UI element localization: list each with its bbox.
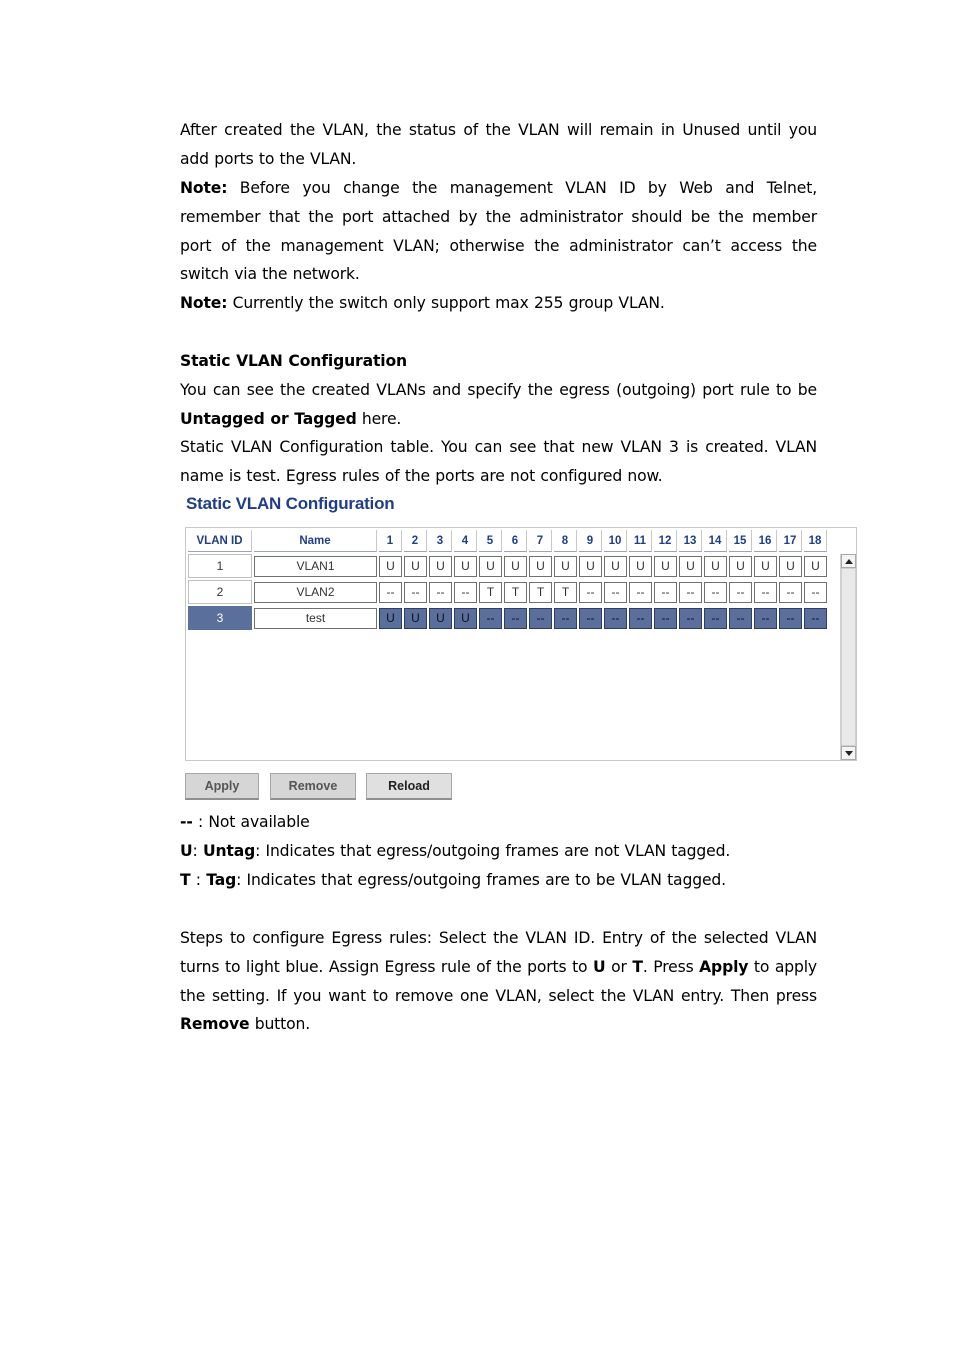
egress-rule-select[interactable]: -- (479, 608, 502, 629)
port-rule-cell (629, 580, 652, 604)
port-rule-cell (754, 580, 777, 604)
egress-rule-select[interactable]: -- (679, 608, 702, 629)
port-rule-cell (604, 606, 627, 630)
egress-rule-select[interactable]: U (779, 556, 802, 577)
vlan-id-cell[interactable]: 3 (188, 606, 252, 630)
egress-rule-select[interactable]: -- (779, 608, 802, 629)
vlan-name-cell (254, 580, 377, 604)
egress-rule-select[interactable]: -- (654, 608, 677, 629)
egress-rule-select[interactable]: U (804, 556, 827, 577)
egress-rule-select[interactable]: U (429, 556, 452, 577)
port-rule-cell (404, 580, 427, 604)
note-text: Before you change the management VLAN ID by Web and Telnet, remember that the port attached by the administrator should be the member port of the management VLAN; otherwise the administrator can’t access the switch via the network. (180, 179, 817, 284)
port-rule-cell (379, 606, 402, 630)
egress-rule-select[interactable]: U (479, 556, 502, 577)
port-rule-cell (679, 554, 702, 578)
port-rule-cell (454, 606, 477, 630)
egress-rule-select[interactable]: -- (629, 608, 652, 629)
vlan-name-cell (254, 554, 377, 578)
egress-rule-select[interactable]: U (404, 608, 427, 629)
port-rule-cell (729, 554, 752, 578)
port-rule-cell (654, 554, 677, 578)
egress-rule-select[interactable]: U (604, 556, 627, 577)
vlan-name-input[interactable]: VLAN1 (254, 556, 377, 577)
port-rule-cell (404, 554, 427, 578)
note-label: Note: (180, 294, 228, 312)
port-rule-cell (779, 554, 802, 578)
egress-rule-select[interactable]: U (379, 608, 402, 629)
steps-text: . Press (642, 957, 700, 976)
port-rule-cell (579, 580, 602, 604)
section-paragraph-1 (180, 376, 817, 434)
port-rule-cell (604, 580, 627, 604)
egress-rule-select[interactable]: -- (379, 582, 402, 603)
egress-rule-select[interactable]: U (404, 556, 427, 577)
steps-text: to apply the setting. If you want to remove one VLAN, select the VLAN entry. Then press (180, 957, 817, 1005)
port-rule-cell (679, 580, 702, 604)
egress-rule-select[interactable]: -- (779, 582, 802, 603)
port-rule-cell (554, 580, 577, 604)
port-header: 5 (479, 530, 502, 552)
egress-rule-select[interactable]: U (629, 556, 652, 577)
port-rule-cell (429, 606, 452, 630)
port-rule-cell (654, 606, 677, 630)
remove-button[interactable]: Remove (270, 773, 356, 800)
port-header: 2 (404, 530, 427, 552)
port-header: 14 (704, 530, 727, 552)
port-rule-cell (429, 580, 452, 604)
note-text: Currently the switch only support max 255 group VLAN. (227, 294, 665, 312)
port-header: 7 (529, 530, 552, 552)
steps-paragraph (180, 924, 817, 1039)
port-header: 11 (629, 530, 652, 552)
port-rule-cell (579, 606, 602, 630)
port-header: 13 (679, 530, 702, 552)
port-header: 3 (429, 530, 452, 552)
egress-rule-select[interactable]: U (454, 556, 477, 577)
vlan-table (186, 528, 829, 632)
legend-symbol: -- (180, 813, 193, 831)
section-text: Static VLAN Configuration table. You can see that new VLAN 3 is created. VLAN name is test. Egress rules of the ports are not configured now. (180, 438, 817, 485)
egress-rule-select[interactable]: U (704, 556, 727, 577)
egress-rule-select[interactable]: U (729, 556, 752, 577)
egress-rule-select[interactable]: -- (704, 608, 727, 629)
port-rule-cell (729, 580, 752, 604)
port-rule-cell (654, 580, 677, 604)
egress-rule-select[interactable]: -- (704, 582, 727, 603)
note-label: Note: (180, 179, 228, 197)
legend-untag (180, 837, 817, 866)
section-bold-text: Untagged or Tagged (180, 409, 357, 428)
port-rule-cell (479, 580, 502, 604)
scroll-track[interactable] (841, 568, 856, 746)
port-rule-cell (379, 554, 402, 578)
egress-rule-select[interactable]: -- (554, 608, 577, 629)
port-rule-cell (754, 606, 777, 630)
col-vlan-id-header: VLAN ID (188, 530, 252, 552)
steps-text: button. (249, 1015, 311, 1034)
table-header-row (188, 530, 827, 552)
port-rule-cell (529, 606, 552, 630)
port-header: 8 (554, 530, 577, 552)
egress-rule-select[interactable]: -- (404, 582, 427, 603)
port-rule-cell (454, 580, 477, 604)
port-rule-cell (554, 554, 577, 578)
egress-rule-select[interactable]: -- (604, 608, 627, 629)
vlan-name-cell (254, 606, 377, 630)
egress-rule-select[interactable]: T (529, 582, 552, 603)
legend-separator: : (192, 842, 203, 860)
steps-text: or (605, 957, 633, 976)
table-row[interactable] (188, 554, 827, 578)
table-row[interactable] (188, 606, 827, 630)
section-heading (180, 347, 817, 376)
vlan-id-cell[interactable]: 2 (188, 580, 252, 604)
egress-rule-select[interactable]: -- (454, 582, 477, 603)
port-rule-cell (479, 606, 502, 630)
port-header: 1 (379, 530, 402, 552)
port-header: 15 (729, 530, 752, 552)
steps-bold: U (593, 957, 606, 976)
port-rule-cell (779, 580, 802, 604)
port-header: 6 (504, 530, 527, 552)
egress-rule-select[interactable]: -- (629, 582, 652, 603)
steps-text: Steps to configure Egress rules: Select the VLAN ID. Entry of the selected VLAN turns to light blue. Assign Egress rule of the ports to (180, 929, 817, 976)
port-rule-cell (604, 554, 627, 578)
port-rule-cell (629, 606, 652, 630)
vertical-scrollbar[interactable] (840, 554, 856, 760)
egress-rule-select[interactable]: U (679, 556, 702, 577)
port-rule-cell (804, 554, 827, 578)
steps-bold: Apply (699, 957, 749, 976)
legend-tag (180, 866, 817, 895)
reload-button[interactable]: Reload (366, 773, 452, 800)
port-rule-cell (754, 554, 777, 578)
egress-rule-select[interactable]: -- (804, 608, 827, 629)
legend-symbol: U (180, 842, 193, 860)
egress-rule-select[interactable]: U (754, 556, 777, 577)
port-rule-cell (529, 554, 552, 578)
port-header: 17 (779, 530, 802, 552)
port-rule-cell (479, 554, 502, 578)
port-rule-cell (629, 554, 652, 578)
egress-rule-select[interactable]: U (379, 556, 402, 577)
egress-rule-select[interactable]: -- (429, 582, 452, 603)
port-rule-cell (554, 606, 577, 630)
egress-rule-select[interactable]: U (504, 556, 527, 577)
port-rule-cell (804, 580, 827, 604)
egress-rule-select[interactable]: -- (604, 582, 627, 603)
egress-rule-select[interactable]: -- (654, 582, 677, 603)
egress-rule-select[interactable]: U (554, 556, 577, 577)
egress-rule-select[interactable]: T (504, 582, 527, 603)
vlan-table-panel (185, 527, 857, 761)
vlan-name-input[interactable]: test (254, 608, 377, 629)
section-text: here. (356, 409, 402, 428)
port-rule-cell (454, 554, 477, 578)
intro-paragraph (180, 116, 817, 174)
note-max-vlan (180, 289, 817, 318)
screenshot-title: Static VLAN Configuration (186, 494, 395, 513)
vlan-id-cell[interactable]: 1 (188, 554, 252, 578)
egress-rule-select[interactable]: U (454, 608, 477, 629)
apply-button[interactable]: Apply (185, 773, 259, 800)
col-name-header: Name (254, 530, 377, 552)
legend-separator: : (190, 871, 207, 889)
steps-bold: Remove (180, 1015, 250, 1034)
legend-text: : Not available (192, 813, 310, 831)
port-rule-cell (429, 554, 452, 578)
port-rule-cell (504, 554, 527, 578)
port-header: 12 (654, 530, 677, 552)
egress-rule-select[interactable]: U (529, 556, 552, 577)
port-header: 16 (754, 530, 777, 552)
egress-rule-select[interactable]: -- (679, 582, 702, 603)
intro-text: After created the VLAN, the status of the VLAN will remain in Unused until you add ports to the VLAN. (180, 121, 817, 168)
port-header: 4 (454, 530, 477, 552)
egress-rule-select[interactable]: -- (729, 608, 752, 629)
egress-rule-select[interactable]: U (579, 556, 602, 577)
port-header: 9 (579, 530, 602, 552)
legend-text: : Indicates that egress/outgoing frames are not VLAN tagged. (255, 842, 731, 860)
port-rule-cell (779, 606, 802, 630)
port-rule-cell (579, 554, 602, 578)
egress-rule-select[interactable]: T (479, 582, 502, 603)
legend-text: : Indicates that egress/outgoing frames are to be VLAN tagged. (236, 871, 726, 889)
egress-rule-select[interactable]: -- (529, 608, 552, 629)
note-management-vlan (180, 174, 817, 289)
port-rule-cell (504, 580, 527, 604)
port-header: 18 (804, 530, 827, 552)
legend-label: Untag (202, 842, 256, 860)
table-row[interactable] (188, 580, 827, 604)
scroll-up-icon[interactable] (841, 554, 856, 568)
port-rule-cell (704, 554, 727, 578)
port-rule-cell (504, 606, 527, 630)
egress-rule-select[interactable]: U (654, 556, 677, 577)
legend-not-available (180, 808, 817, 837)
section-text: You can see the created VLANs and specify the egress (outgoing) port rule to be (180, 381, 817, 399)
port-header: 10 (604, 530, 627, 552)
port-rule-cell (704, 606, 727, 630)
egress-rule-select[interactable]: T (554, 582, 577, 603)
vlan-name-input[interactable]: VLAN2 (254, 582, 377, 603)
section-heading-text: Static VLAN Configuration (180, 352, 407, 370)
legend-symbol: T (180, 871, 191, 889)
scroll-down-icon[interactable] (841, 746, 856, 760)
egress-rule-select[interactable]: -- (804, 582, 827, 603)
egress-rule-select[interactable]: -- (579, 608, 602, 629)
egress-rule-select[interactable]: -- (754, 582, 777, 603)
egress-rule-select[interactable]: -- (579, 582, 602, 603)
section-paragraph-2 (180, 433, 817, 491)
egress-rule-select[interactable]: U (429, 608, 452, 629)
port-rule-cell (404, 606, 427, 630)
legend-label: Tag (206, 871, 237, 889)
port-rule-cell (804, 606, 827, 630)
port-rule-cell (729, 606, 752, 630)
egress-rule-select[interactable]: -- (754, 608, 777, 629)
egress-rule-select[interactable]: -- (504, 608, 527, 629)
port-rule-cell (529, 580, 552, 604)
port-rule-cell (679, 606, 702, 630)
port-rule-cell (379, 580, 402, 604)
port-rule-cell (704, 580, 727, 604)
egress-rule-select[interactable]: -- (729, 582, 752, 603)
steps-bold: T (632, 957, 643, 976)
